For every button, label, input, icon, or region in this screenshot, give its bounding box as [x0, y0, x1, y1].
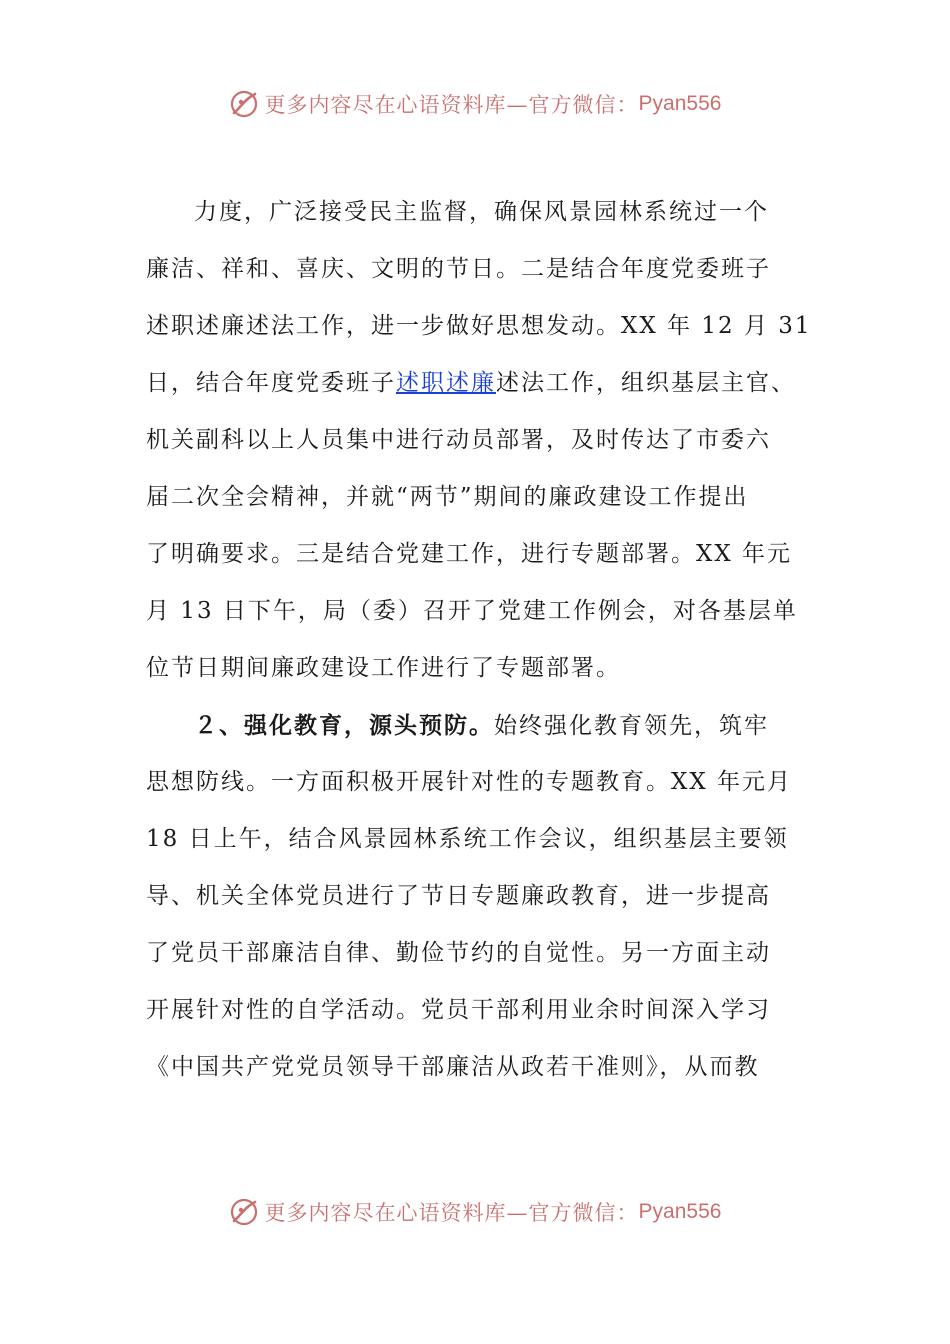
text-line: 机关副科以上人员集中进行动员部署，及时传达了市委六: [146, 427, 771, 453]
footer-banner-id: Pyan556: [638, 1200, 722, 1223]
text-line: 导、机关全体党员进行了节日专题廉政教育，进一步提高: [146, 883, 771, 909]
footer-banner: [0, 1192, 950, 1232]
text-line: 月 13 日下午，局（委）召开了党建工作例会，对各基层单: [146, 598, 798, 624]
text-segment: 述法工作，组织基层主官、: [496, 370, 796, 396]
text-line: [146, 355, 806, 412]
text-line: 述职述廉述法工作，进一步做好思想发动。XX 年 12 月 31: [146, 313, 812, 339]
text-line: 《中国共产党党员领导干部廉洁从政若干准则》，从而教: [146, 1054, 760, 1080]
text-line: 思想防线。一方面积极开展针对性的专题教育。XX 年元月: [146, 769, 793, 795]
logo-icon: [229, 1197, 259, 1227]
section-heading: ２、强化教育，源头预防。: [194, 712, 494, 739]
text-segment: 始终强化教育领先，筑牢: [494, 713, 769, 739]
header-banner-id: Pyan556: [638, 92, 722, 115]
paragraph-2: [146, 697, 806, 1096]
text-segment: 日，结合年度党委班子: [146, 370, 396, 396]
text-line: 18 日上午，结合风景园林系统工作会议，组织基层主要领: [146, 826, 789, 852]
inline-link[interactable]: 述职述廉: [396, 370, 496, 396]
text-line: [146, 697, 806, 754]
text-line: 位节日期间廉政建设工作进行了专题部署。: [146, 655, 621, 681]
text-line: 了明确要求。三是结合党建工作，进行专题部署。XX 年元: [146, 541, 793, 567]
header-banner: [0, 84, 950, 124]
header-banner-text: 更多内容尽在心语资料库—官方微信：: [264, 93, 639, 117]
text-line: 了党员干部廉洁自律、勤俭节约的自觉性。另一方面主动: [146, 940, 771, 966]
document-body: [146, 184, 812, 1096]
text-line: 开展针对性的自学活动。党员干部利用业余时间深入学习: [146, 997, 771, 1023]
text-line: 届二次全会精神，并就“两节”期间的廉政建设工作提出: [146, 484, 749, 510]
footer-banner-text: 更多内容尽在心语资料库—官方微信：: [264, 1201, 639, 1225]
logo-icon: [229, 89, 259, 119]
text-line: 廉洁、祥和、喜庆、文明的节日。二是结合年度党委班子: [146, 256, 771, 282]
paragraph-1: [146, 184, 812, 697]
text-line: 力度，广泛接受民主监督，确保风景园林系统过一个: [194, 199, 769, 225]
